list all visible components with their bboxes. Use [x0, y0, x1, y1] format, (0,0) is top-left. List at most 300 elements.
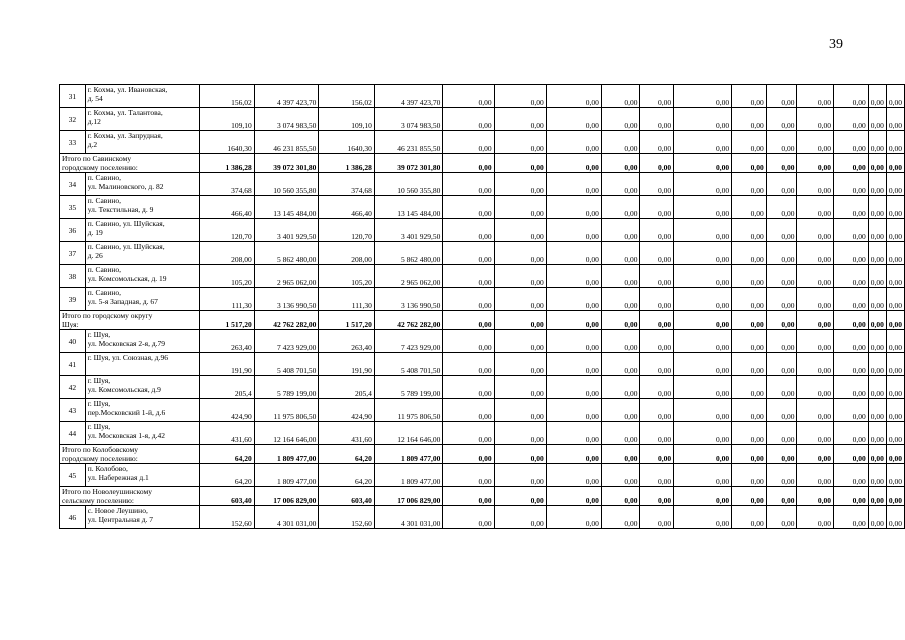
- zero-cell: 0,00: [732, 422, 767, 445]
- zero-cell: 0,00: [674, 154, 732, 173]
- table-row: [60, 131, 905, 154]
- zero-cell: 0,00: [494, 353, 546, 376]
- zero-cell: 0,00: [494, 219, 546, 242]
- address-cell-line: г. Шуя,: [87, 422, 111, 431]
- zero-cell: 0,00: [443, 487, 494, 506]
- zero-cell: 0,00: [766, 108, 797, 131]
- row-number: 38: [60, 265, 86, 288]
- zero-cell: 0,00: [640, 422, 674, 445]
- zero-cell: 0,00: [886, 376, 904, 399]
- zero-cell: 0,00: [834, 242, 869, 265]
- zero-cell: 0,00: [494, 196, 546, 219]
- zero-cell: 0,00: [868, 353, 886, 376]
- zero-cell: 0,00: [868, 242, 886, 265]
- address-cell-line: ул. Комсомольская, д.9: [87, 385, 161, 394]
- value-cell: 7 423 929,00: [374, 330, 443, 353]
- zero-cell: 0,00: [546, 506, 601, 529]
- subtotal-label-line: Итого по Колобовскому: [62, 445, 139, 454]
- zero-cell: 0,00: [494, 445, 546, 464]
- value-cell: 39 072 301,80: [254, 154, 319, 173]
- zero-cell: 0,00: [601, 154, 640, 173]
- value-cell: 208,00: [319, 242, 374, 265]
- value-cell: 64,20: [200, 464, 254, 487]
- value-cell: 466,40: [319, 196, 374, 219]
- zero-cell: 0,00: [834, 330, 869, 353]
- zero-cell: 0,00: [640, 196, 674, 219]
- subtotal-label-line: Шуя:: [62, 320, 79, 329]
- address-cell-line: п. Савино,: [87, 196, 121, 205]
- value-cell: 4 397 423,70: [254, 85, 319, 108]
- zero-cell: 0,00: [766, 330, 797, 353]
- zero-cell: 0,00: [732, 265, 767, 288]
- zero-cell: 0,00: [674, 242, 732, 265]
- value-cell: 3 136 990,50: [374, 288, 443, 311]
- zero-cell: 0,00: [601, 399, 640, 422]
- row-number: 42: [60, 376, 86, 399]
- address-cell-line: ул. Московская 2-я, д.79: [87, 339, 166, 348]
- zero-cell: 0,00: [674, 85, 732, 108]
- address-cell-line: п. Савино, ул. Шуйская,: [87, 219, 165, 228]
- zero-cell: 0,00: [494, 131, 546, 154]
- zero-cell: 0,00: [640, 85, 674, 108]
- address-cell-line: д. 26: [87, 251, 103, 260]
- subtotal-row: [60, 487, 905, 506]
- value-cell: 10 560 355,80: [374, 173, 443, 196]
- zero-cell: 0,00: [546, 288, 601, 311]
- zero-cell: 0,00: [601, 422, 640, 445]
- address-cell: [85, 353, 200, 376]
- zero-cell: 0,00: [674, 219, 732, 242]
- zero-cell: 0,00: [443, 464, 494, 487]
- zero-cell: 0,00: [674, 445, 732, 464]
- zero-cell: 0,00: [766, 173, 797, 196]
- value-cell: 4 301 031,00: [374, 506, 443, 529]
- zero-cell: 0,00: [732, 311, 767, 330]
- zero-cell: 0,00: [797, 219, 834, 242]
- zero-cell: 0,00: [766, 311, 797, 330]
- value-cell: 2 965 062,00: [374, 265, 443, 288]
- zero-cell: 0,00: [640, 154, 674, 173]
- address-cell: [85, 399, 200, 422]
- subtotal-label-line: Итого по городскому округу: [62, 311, 153, 320]
- zero-cell: 0,00: [766, 353, 797, 376]
- value-cell: 1 386,28: [319, 154, 374, 173]
- zero-cell: 0,00: [834, 445, 869, 464]
- value-cell: 1640,30: [200, 131, 254, 154]
- row-number: 39: [60, 288, 86, 311]
- zero-cell: 0,00: [834, 506, 869, 529]
- value-cell: 1 809 477,00: [254, 445, 319, 464]
- zero-cell: 0,00: [443, 154, 494, 173]
- zero-cell: 0,00: [834, 422, 869, 445]
- row-number: 33: [60, 131, 86, 154]
- value-cell: 46 231 855,50: [374, 131, 443, 154]
- address-cell: [85, 265, 200, 288]
- zero-cell: 0,00: [546, 464, 601, 487]
- zero-cell: 0,00: [732, 330, 767, 353]
- address-cell-line: пер.Московский 1-й, д.6: [87, 408, 166, 417]
- value-cell: 156,02: [200, 85, 254, 108]
- zero-cell: 0,00: [601, 311, 640, 330]
- zero-cell: 0,00: [674, 399, 732, 422]
- value-cell: 64,20: [200, 445, 254, 464]
- address-cell-line: д.12: [87, 117, 101, 126]
- zero-cell: 0,00: [732, 108, 767, 131]
- subtotal-label-line: Итого по Савинскому: [62, 154, 132, 163]
- value-cell: 152,60: [200, 506, 254, 529]
- zero-cell: 0,00: [640, 487, 674, 506]
- zero-cell: 0,00: [494, 154, 546, 173]
- row-number: 34: [60, 173, 86, 196]
- zero-cell: 0,00: [640, 219, 674, 242]
- value-cell: 431,60: [319, 422, 374, 445]
- address-cell: [85, 288, 200, 311]
- zero-cell: 0,00: [868, 154, 886, 173]
- zero-cell: 0,00: [732, 173, 767, 196]
- zero-cell: 0,00: [674, 353, 732, 376]
- zero-cell: 0,00: [766, 445, 797, 464]
- value-cell: 64,20: [319, 445, 374, 464]
- value-cell: 12 164 646,00: [374, 422, 443, 445]
- address-cell: [85, 330, 200, 353]
- zero-cell: 0,00: [766, 376, 797, 399]
- zero-cell: 0,00: [601, 173, 640, 196]
- address-cell: [85, 196, 200, 219]
- zero-cell: 0,00: [443, 173, 494, 196]
- value-cell: 1 517,20: [200, 311, 254, 330]
- value-cell: 5 862 480,00: [374, 242, 443, 265]
- zero-cell: 0,00: [886, 265, 904, 288]
- address-cell: [85, 242, 200, 265]
- value-cell: 109,10: [200, 108, 254, 131]
- zero-cell: 0,00: [494, 376, 546, 399]
- zero-cell: 0,00: [674, 330, 732, 353]
- zero-cell: 0,00: [546, 265, 601, 288]
- zero-cell: 0,00: [834, 288, 869, 311]
- zero-cell: 0,00: [601, 487, 640, 506]
- zero-cell: 0,00: [868, 219, 886, 242]
- value-cell: 42 762 282,00: [254, 311, 319, 330]
- zero-cell: 0,00: [732, 85, 767, 108]
- value-cell: 105,20: [200, 265, 254, 288]
- value-cell: 120,70: [319, 219, 374, 242]
- zero-cell: 0,00: [886, 330, 904, 353]
- address-cell-line: п. Савино,: [87, 288, 121, 297]
- zero-cell: 0,00: [601, 219, 640, 242]
- zero-cell: 0,00: [732, 399, 767, 422]
- zero-cell: 0,00: [766, 154, 797, 173]
- zero-cell: 0,00: [886, 242, 904, 265]
- zero-cell: 0,00: [797, 464, 834, 487]
- zero-cell: 0,00: [494, 311, 546, 330]
- zero-cell: 0,00: [494, 265, 546, 288]
- address-cell: [85, 506, 200, 529]
- value-cell: 1 809 477,00: [374, 445, 443, 464]
- zero-cell: 0,00: [640, 311, 674, 330]
- zero-cell: 0,00: [886, 445, 904, 464]
- value-cell: 1 809 477,00: [374, 464, 443, 487]
- zero-cell: 0,00: [494, 288, 546, 311]
- value-cell: 109,10: [319, 108, 374, 131]
- address-cell: [85, 108, 200, 131]
- value-cell: 3 074 983,50: [374, 108, 443, 131]
- zero-cell: 0,00: [766, 422, 797, 445]
- row-number: 31: [60, 85, 86, 108]
- zero-cell: 0,00: [886, 506, 904, 529]
- zero-cell: 0,00: [640, 173, 674, 196]
- value-cell: 11 975 806,50: [374, 399, 443, 422]
- value-cell: 42 762 282,00: [374, 311, 443, 330]
- zero-cell: 0,00: [546, 242, 601, 265]
- address-cell-line: г. Шуя,: [87, 330, 111, 339]
- zero-cell: 0,00: [797, 242, 834, 265]
- zero-cell: 0,00: [797, 154, 834, 173]
- zero-cell: 0,00: [868, 311, 886, 330]
- zero-cell: 0,00: [546, 399, 601, 422]
- address-cell-line: г. Шуя, ул. Союзная, д.96: [87, 353, 168, 362]
- zero-cell: 0,00: [886, 353, 904, 376]
- address-cell-line: с. Новое Леушино,: [87, 506, 148, 515]
- zero-cell: 0,00: [674, 173, 732, 196]
- address-cell-line: д. 19: [87, 228, 103, 237]
- zero-cell: 0,00: [886, 131, 904, 154]
- value-cell: 111,30: [200, 288, 254, 311]
- value-cell: 3 074 983,50: [254, 108, 319, 131]
- zero-cell: 0,00: [766, 85, 797, 108]
- value-cell: 4 397 423,70: [374, 85, 443, 108]
- address-cell-line: г. Кохма, ул. Ивановская,: [87, 85, 168, 94]
- zero-cell: 0,00: [546, 219, 601, 242]
- zero-cell: 0,00: [494, 506, 546, 529]
- zero-cell: 0,00: [443, 242, 494, 265]
- zero-cell: 0,00: [674, 196, 732, 219]
- zero-cell: 0,00: [674, 487, 732, 506]
- zero-cell: 0,00: [546, 196, 601, 219]
- address-cell-line: ул. Центральная д. 7: [87, 515, 154, 524]
- zero-cell: 0,00: [443, 288, 494, 311]
- zero-cell: 0,00: [674, 265, 732, 288]
- zero-cell: 0,00: [640, 399, 674, 422]
- zero-cell: 0,00: [868, 173, 886, 196]
- zero-cell: 0,00: [886, 399, 904, 422]
- zero-cell: 0,00: [834, 311, 869, 330]
- zero-cell: 0,00: [443, 265, 494, 288]
- zero-cell: 0,00: [766, 506, 797, 529]
- zero-cell: 0,00: [868, 131, 886, 154]
- zero-cell: 0,00: [797, 173, 834, 196]
- value-cell: 1 517,20: [319, 311, 374, 330]
- zero-cell: 0,00: [766, 288, 797, 311]
- value-cell: 10 560 355,80: [254, 173, 319, 196]
- value-cell: 374,68: [319, 173, 374, 196]
- zero-cell: 0,00: [546, 330, 601, 353]
- zero-cell: 0,00: [886, 108, 904, 131]
- value-cell: 2 965 062,00: [254, 265, 319, 288]
- zero-cell: 0,00: [868, 422, 886, 445]
- zero-cell: 0,00: [834, 265, 869, 288]
- subtotal-label-line: Итого по Новолеушинскому: [62, 487, 152, 496]
- value-cell: 13 145 484,00: [254, 196, 319, 219]
- zero-cell: 0,00: [640, 242, 674, 265]
- value-cell: 17 006 829,00: [254, 487, 319, 506]
- zero-cell: 0,00: [443, 422, 494, 445]
- zero-cell: 0,00: [732, 353, 767, 376]
- address-cell-line: п. Савино,: [87, 173, 121, 182]
- zero-cell: 0,00: [494, 85, 546, 108]
- zero-cell: 0,00: [834, 154, 869, 173]
- value-cell: 1 809 477,00: [254, 464, 319, 487]
- zero-cell: 0,00: [546, 154, 601, 173]
- zero-cell: 0,00: [601, 85, 640, 108]
- address-cell-line: п. Савино, ул. Шуйская,: [87, 242, 165, 251]
- zero-cell: 0,00: [732, 464, 767, 487]
- zero-cell: 0,00: [797, 445, 834, 464]
- value-cell: 5 789 199,00: [374, 376, 443, 399]
- zero-cell: 0,00: [494, 108, 546, 131]
- row-number: 41: [60, 353, 86, 376]
- table-row: [60, 464, 905, 487]
- subtotal-row: [60, 311, 905, 330]
- value-cell: 156,02: [319, 85, 374, 108]
- zero-cell: 0,00: [640, 108, 674, 131]
- zero-cell: 0,00: [886, 85, 904, 108]
- zero-cell: 0,00: [797, 288, 834, 311]
- address-cell-line: ул. Московская 1-я, д.42: [87, 431, 166, 440]
- address-cell: [85, 131, 200, 154]
- table-row: [60, 330, 905, 353]
- zero-cell: 0,00: [601, 376, 640, 399]
- table-row: [60, 506, 905, 529]
- value-cell: 205,4: [319, 376, 374, 399]
- zero-cell: 0,00: [546, 108, 601, 131]
- value-cell: 7 423 929,00: [254, 330, 319, 353]
- zero-cell: 0,00: [443, 353, 494, 376]
- address-cell-line: г. Шуя,: [87, 399, 111, 408]
- address-cell-line: д. 54: [87, 94, 103, 103]
- zero-cell: 0,00: [886, 173, 904, 196]
- value-cell: 431,60: [200, 422, 254, 445]
- zero-cell: 0,00: [674, 311, 732, 330]
- zero-cell: 0,00: [797, 330, 834, 353]
- zero-cell: 0,00: [494, 422, 546, 445]
- zero-cell: 0,00: [732, 219, 767, 242]
- row-number: 45: [60, 464, 86, 487]
- zero-cell: 0,00: [494, 464, 546, 487]
- zero-cell: 0,00: [886, 196, 904, 219]
- zero-cell: 0,00: [443, 376, 494, 399]
- zero-cell: 0,00: [674, 288, 732, 311]
- zero-cell: 0,00: [601, 196, 640, 219]
- table-row: [60, 173, 905, 196]
- row-number: 37: [60, 242, 86, 265]
- zero-cell: 0,00: [868, 445, 886, 464]
- value-cell: 120,70: [200, 219, 254, 242]
- zero-cell: 0,00: [886, 154, 904, 173]
- zero-cell: 0,00: [443, 445, 494, 464]
- zero-cell: 0,00: [766, 399, 797, 422]
- zero-cell: 0,00: [868, 487, 886, 506]
- value-cell: 12 164 646,00: [254, 422, 319, 445]
- address-cell: [85, 219, 200, 242]
- value-cell: 46 231 855,50: [254, 131, 319, 154]
- zero-cell: 0,00: [732, 288, 767, 311]
- zero-cell: 0,00: [834, 219, 869, 242]
- address-cell-line: г. Кохма, ул. Талантова,: [87, 108, 163, 117]
- zero-cell: 0,00: [886, 311, 904, 330]
- zero-cell: 0,00: [494, 399, 546, 422]
- value-cell: 111,30: [319, 288, 374, 311]
- address-cell: [85, 85, 200, 108]
- zero-cell: 0,00: [797, 85, 834, 108]
- zero-cell: 0,00: [732, 131, 767, 154]
- value-cell: 3 401 929,50: [254, 219, 319, 242]
- zero-cell: 0,00: [546, 311, 601, 330]
- table-row: [60, 353, 905, 376]
- zero-cell: 0,00: [640, 131, 674, 154]
- value-cell: 374,68: [200, 173, 254, 196]
- zero-cell: 0,00: [640, 288, 674, 311]
- housing-register-table: [59, 84, 905, 529]
- zero-cell: 0,00: [868, 265, 886, 288]
- address-cell-line: д.2: [87, 140, 98, 149]
- subtotal-label: [60, 445, 200, 464]
- address-cell-line: ул. Текстильная, д. 9: [87, 205, 154, 214]
- zero-cell: 0,00: [601, 131, 640, 154]
- zero-cell: 0,00: [868, 506, 886, 529]
- address-cell-line: г. Шуя,: [87, 376, 111, 385]
- zero-cell: 0,00: [674, 506, 732, 529]
- value-cell: 603,40: [200, 487, 254, 506]
- address-cell-line: ул. Малиновского, д. 82: [87, 182, 164, 191]
- address-cell: [85, 422, 200, 445]
- zero-cell: 0,00: [766, 196, 797, 219]
- address-cell-line: г. Кохма, ул. Запрудная,: [87, 131, 163, 140]
- subtotal-label-line: городскому поселению:: [62, 163, 138, 172]
- address-cell: [85, 173, 200, 196]
- row-number: 44: [60, 422, 86, 445]
- row-number: 32: [60, 108, 86, 131]
- address-cell: [85, 464, 200, 487]
- zero-cell: 0,00: [546, 376, 601, 399]
- zero-cell: 0,00: [640, 376, 674, 399]
- zero-cell: 0,00: [834, 173, 869, 196]
- zero-cell: 0,00: [834, 85, 869, 108]
- zero-cell: 0,00: [886, 487, 904, 506]
- zero-cell: 0,00: [797, 131, 834, 154]
- zero-cell: 0,00: [868, 108, 886, 131]
- zero-cell: 0,00: [601, 288, 640, 311]
- value-cell: 208,00: [200, 242, 254, 265]
- subtotal-row: [60, 445, 905, 464]
- address-cell-line: ул. 5-я Западная, д. 67: [87, 297, 158, 306]
- zero-cell: 0,00: [868, 399, 886, 422]
- table-row: [60, 376, 905, 399]
- zero-cell: 0,00: [732, 242, 767, 265]
- table-row: [60, 85, 905, 108]
- zero-cell: 0,00: [546, 131, 601, 154]
- address-cell-line: п. Савино,: [87, 265, 121, 274]
- zero-cell: 0,00: [443, 196, 494, 219]
- zero-cell: 0,00: [601, 242, 640, 265]
- zero-cell: 0,00: [732, 487, 767, 506]
- zero-cell: 0,00: [732, 506, 767, 529]
- address-cell-line: ул. Набережная д.1: [87, 473, 149, 482]
- zero-cell: 0,00: [834, 108, 869, 131]
- zero-cell: 0,00: [868, 376, 886, 399]
- zero-cell: 0,00: [766, 265, 797, 288]
- zero-cell: 0,00: [797, 196, 834, 219]
- zero-cell: 0,00: [546, 173, 601, 196]
